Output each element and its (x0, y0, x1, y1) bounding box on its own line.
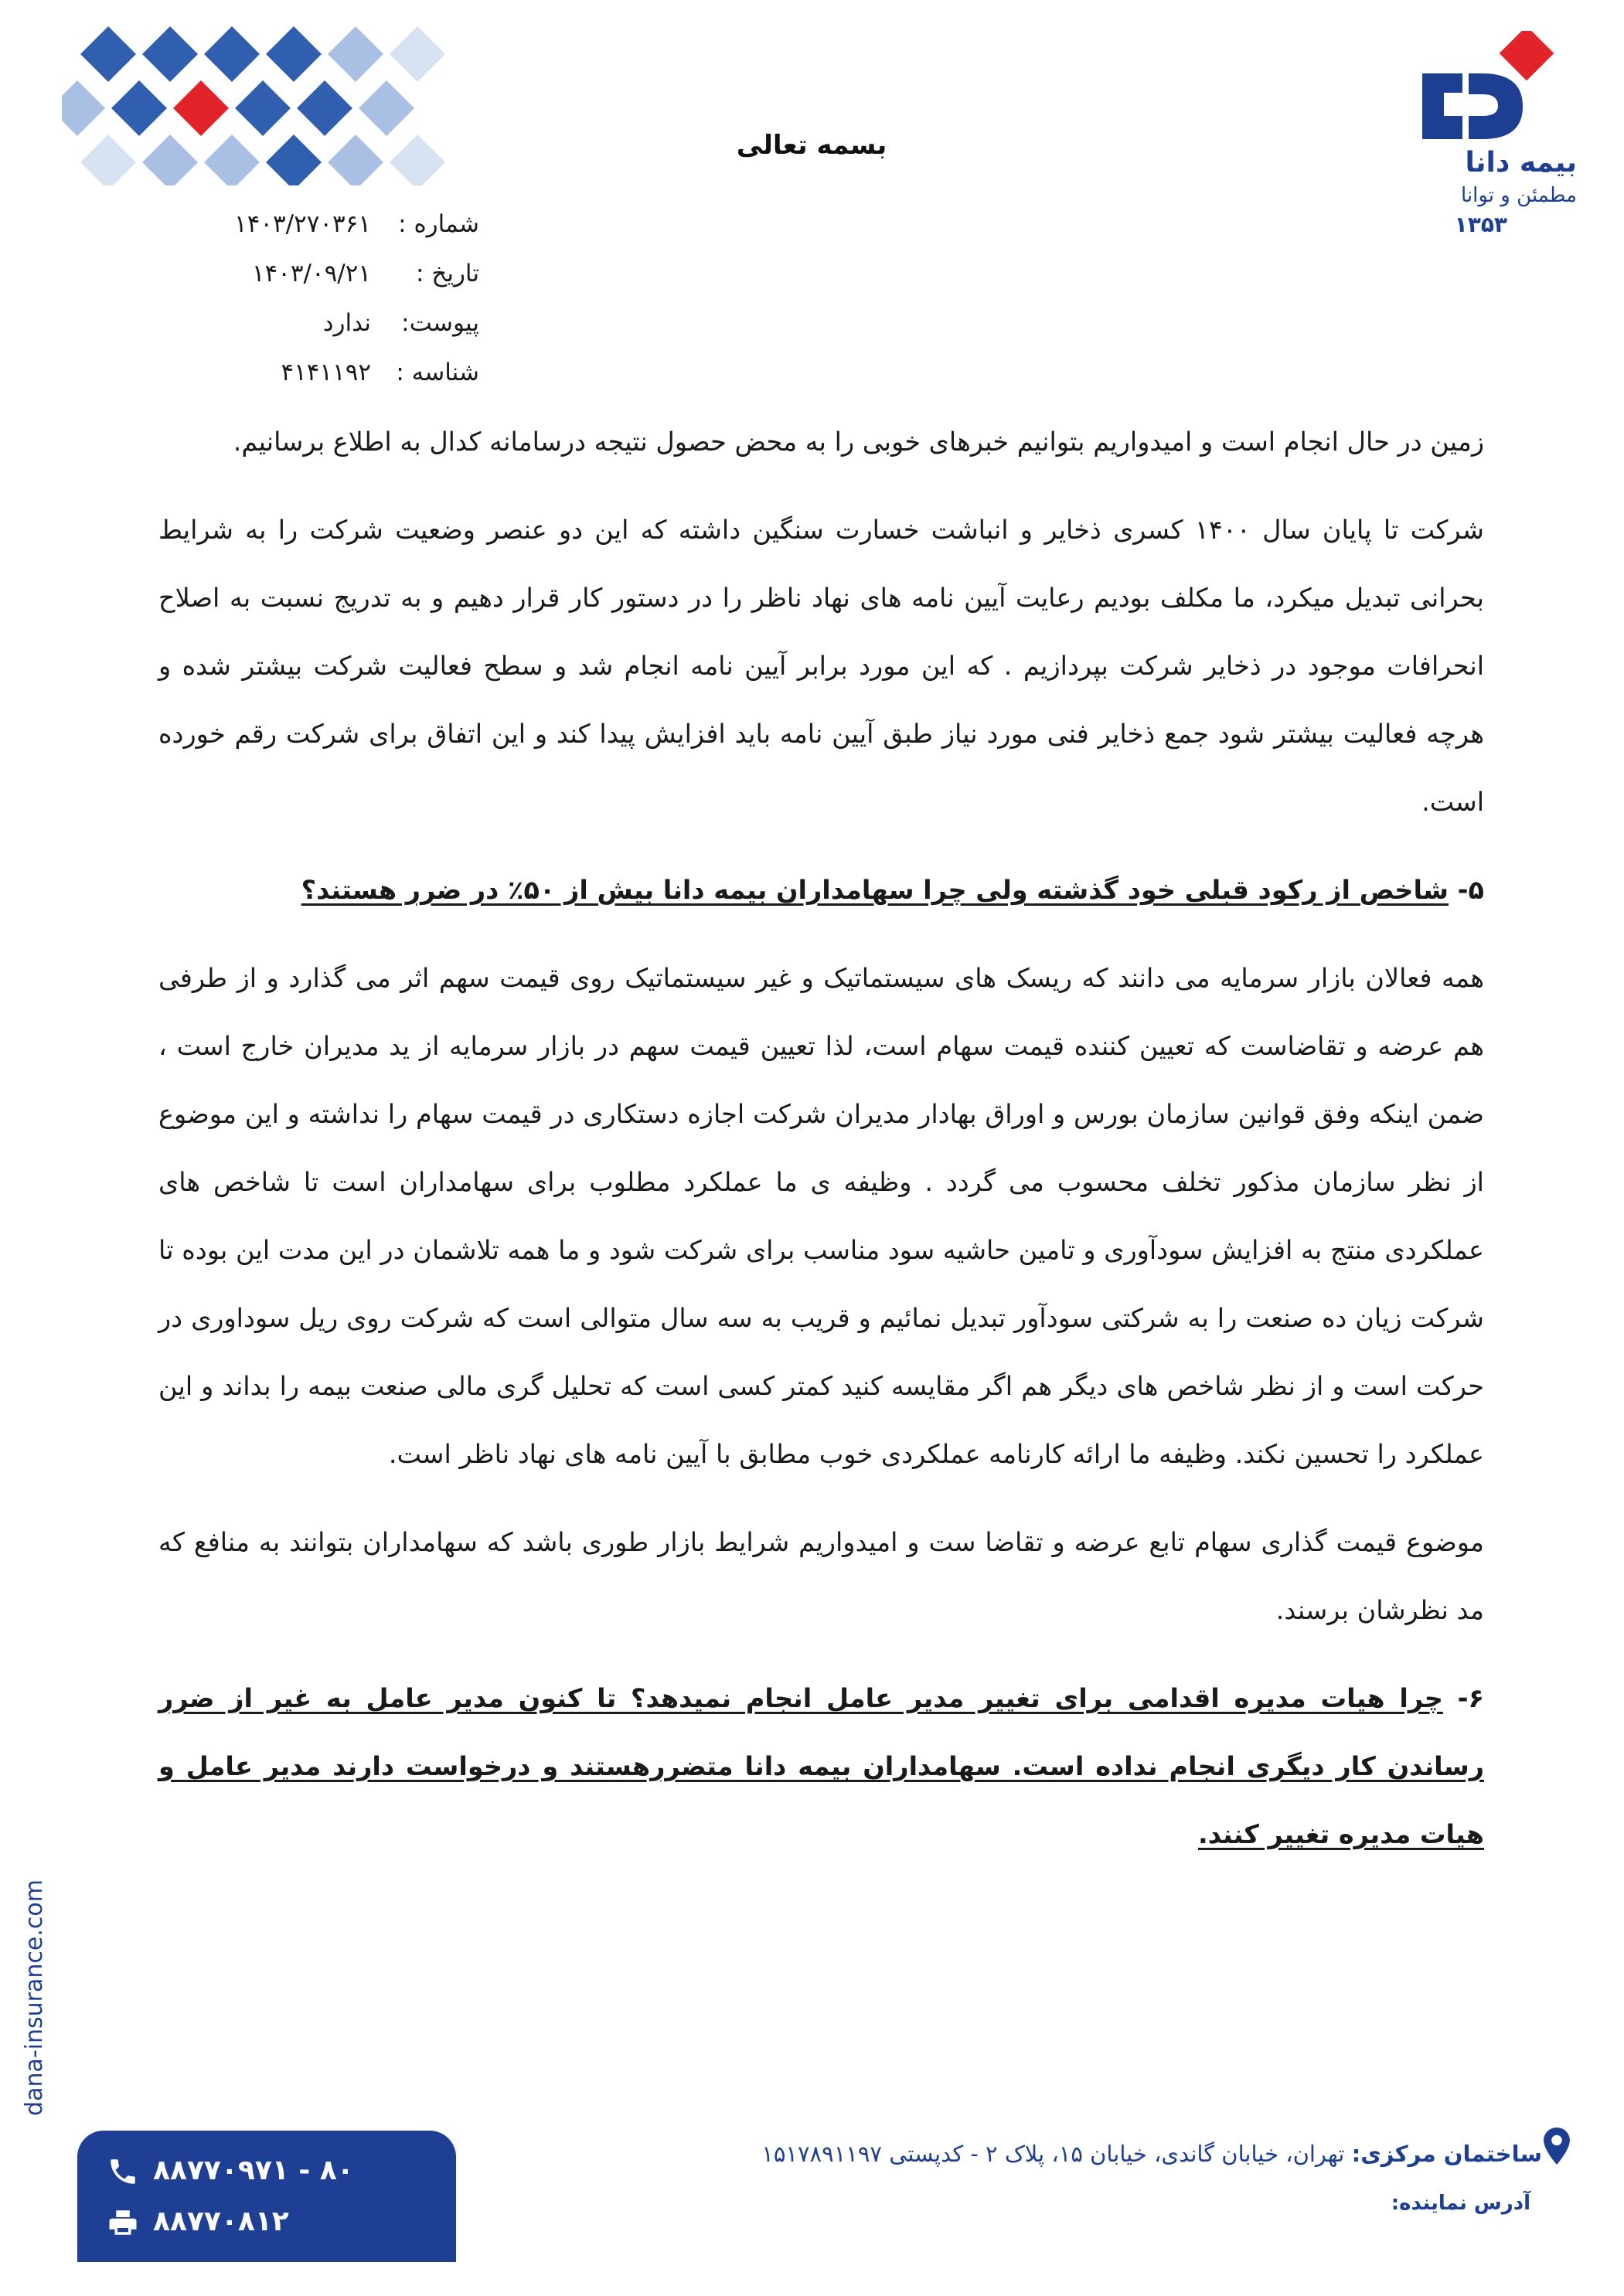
decorative-diamond-mosaic (62, 23, 448, 185)
question-5 (158, 856, 1484, 924)
meta-value: ۴۱۴۱۱۹۲ (281, 359, 371, 386)
paragraph-1: زمین در حال انجام است و امیدواریم بتوانیم خبرهای خوبی را به محض حصول نتیجه درسامانه کدال به اطلاع برسانیم. (233, 427, 1484, 457)
question-6 (158, 1665, 1484, 1869)
mosaic-diamond (266, 134, 322, 185)
meta-value: ۱۴۰۳/۰۹/۲۱ (251, 260, 371, 287)
contact-box (77, 2131, 456, 2262)
meta-label: شناسه : (396, 359, 479, 386)
question-number: ۶- (1457, 1683, 1484, 1713)
meta-row-number (155, 199, 479, 249)
phone-number: ۸۸۷۷۰۹۷۱ - ۸۰ (153, 2155, 354, 2186)
meta-value: ندارد (322, 309, 371, 337)
fax-printer-icon (107, 2206, 139, 2239)
mosaic-diamond (297, 80, 352, 136)
mosaic-diamond (173, 80, 229, 136)
meta-value: ۱۴۰۳/۲۷۰۳۶۱ (234, 210, 371, 238)
head-office-address (603, 2131, 1542, 2177)
mosaic-diamond (111, 80, 167, 136)
mosaic-diamond (142, 26, 198, 82)
fax-row (107, 2199, 289, 2245)
address-text: تهران، خیابان گاندی، خیابان ۱۵، پلاک ۲ - کدپستی ۱۵۱۷۸۹۱۱۹۷ (761, 2141, 1345, 2167)
letter-body (158, 408, 1484, 1889)
phone-row (107, 2148, 354, 2194)
mosaic-diamond (390, 26, 445, 82)
mosaic-diamond (266, 26, 322, 82)
invocation-heading: بسمه تعالی (736, 130, 887, 161)
mosaic-diamond (80, 134, 136, 185)
paragraph-2: شرکت تا پایان سال ۱۴۰۰ کسری ذخایر و انباشت خسارت سنگین داشته که این دو عنصر وضعیت شرکت را به شرایط بحرانی تبدیل میکرد، ما مکلف بودیم رعایت آیین نامه های نهاد ناظر را در دستور کار قرار دهیم و به تدریج نسبت به اصلاح انحرافات موجود در ذخایر شرکت بپردازیم . که این مورد برابر آیین نامه انجام شد و سطح فعالیت شرکت بیشتر شده و هرچه فعالیت بیشتر شود جمع ذخایر فنی مورد نیاز طبق آیین نامه باید افزایش پیدا کند و این اتفاق برای شرکت رقم خورده است. (158, 515, 1484, 817)
meta-row-attachment (155, 298, 479, 348)
question-number: ۵- (1457, 875, 1484, 905)
mosaic-diamond (204, 134, 260, 185)
logo-brand-text: بیمه دانا (1465, 147, 1577, 179)
mosaic-diamond (235, 80, 291, 136)
mosaic-diamond (328, 26, 383, 82)
question-text: شاخص از رکود قبلی خود گذشته ولی چرا سهامداران بیمه دانا بیش از ۵۰٪ در ضرر هستند؟ (301, 875, 1449, 905)
address-label: ساختمان مرکزی: (1351, 2141, 1542, 2167)
mosaic-diamond (359, 80, 414, 136)
location-pin-icon (1544, 2128, 1570, 2165)
mosaic-diamond (390, 134, 445, 185)
logo-mark-icon (1407, 31, 1569, 147)
logo-tagline: مطمئن و توانا (1460, 184, 1577, 207)
meta-label: شماره : (398, 210, 479, 238)
mosaic-diamond (204, 26, 260, 82)
logo-year: ۱۳۵۳ (1454, 212, 1507, 237)
meta-label: تاریخ : (416, 260, 479, 287)
mosaic-diamond (62, 80, 105, 136)
paragraph-3: همه فعالان بازار سرمایه می دانند که ریسک های سیستماتیک و غیر سیستماتیک روی قیمت سهم اثر می گذارد و از طرفی هم عرضه و تقاضاست که تعیین کننده قیمت سهام است، لذا تعیین قیمت سهم در بازار سرمایه از ید مدیران خارج است ، ضمن اینکه وفق قوانین سازمان بورس و اوراق بهادار مدیران شرکت اجازه دستکاری در قیمت سهام را نداشته و این موضوع از نظر سازمان مذکور تخلف محسوب می گردد . وظیفه ی ما عملکرد مطلوب برای سهامداران است تا شاخص های عملکردی منتج به افزایش سودآوری و تامین حاشیه سود مناسب برای شرکت شود و ما همه تلاشمان در این مدت این بوده تا شرکت زیان ده صنعت را به شرکتی سودآور تبدیل نمائیم و قریب به سه سال متوالی است که شرکت روی ریل سوداوری در حرکت است و از نظر شاخص های دیگر هم اگر مقایسه کنید کمتر کسی است که تحلیل گری مالی صنعت بیمه را بداند و این عملکرد را تحسین نکند. وظیفه ما ارائه کارنامه عملکردی خوب مطابق با آیین نامه های نهاد ناظر است. (158, 963, 1484, 1469)
phone-icon (107, 2155, 139, 2188)
website-url: dana-insurance.com (21, 1879, 48, 2116)
meta-label: پیوست: (401, 309, 479, 337)
mosaic-diamond (80, 26, 136, 82)
question-text: چرا هیات مدیره اقدامی برای تغییر مدیر عامل انجام نمیدهد؟ تا کنون مدیر عامل به غیر از ضرر رساندن کار دیگری انجام نداده است. سهامداران بیمه دانا متضررهستند و درخواست دارند مدیر عامل و هیات مدیره تغییر کنند. (158, 1683, 1484, 1849)
mosaic-diamond (328, 134, 383, 185)
representative-address-label: آدرس نماینده: (1391, 2192, 1530, 2215)
company-logo (1399, 31, 1577, 237)
meta-row-id (155, 348, 479, 397)
fax-number: ۸۸۷۷۰۸۱۲ (153, 2206, 289, 2237)
mosaic-diamond (142, 134, 198, 185)
letter-meta (155, 199, 479, 397)
paragraph-4: موضوع قیمت گذاری سهام تابع عرضه و تقاضا ست و امیدواریم شرایط بازار طوری باشد که سهامداران بتوانند به منافع که مد نظرشان برسند. (158, 1527, 1484, 1625)
meta-row-date (155, 249, 479, 298)
